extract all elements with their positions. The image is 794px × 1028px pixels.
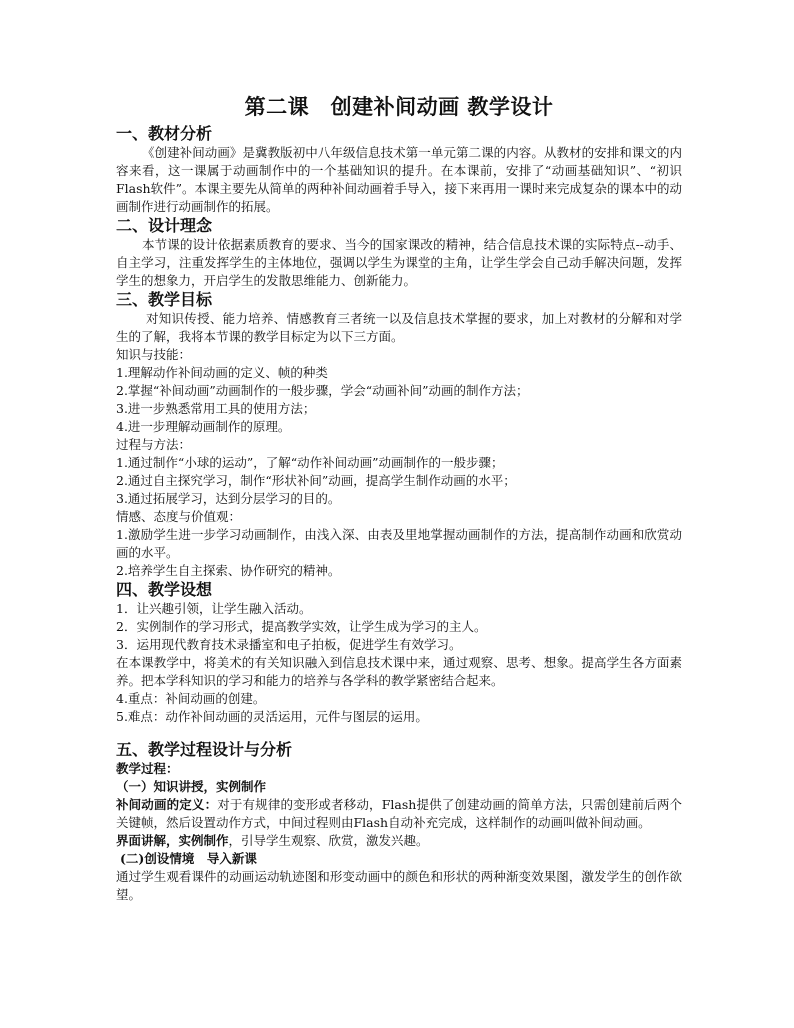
- teaching-goals-paragraph: 对知识传授、能力培养、情感教育三者统一以及信息技术掌握的要求，加上对教材的分解和对学生的了解，我将本节课的教学目标定为以下三方面。: [116, 311, 682, 344]
- section-heading-material-analysis: 一、教材分析: [116, 124, 213, 143]
- key-point: 4.重点：补间动画的创建。: [116, 691, 266, 706]
- emotion-item: 1.激励学生进一步学习动画制作，由浅入深、由表及里地掌握动画制作的方法，提高制作动画和欣赏动画的水平。: [116, 527, 682, 560]
- emotion-item: 2.培养学生自主探索、协作研究的精神。: [116, 563, 341, 578]
- document-title: 第二课 创建补间动画 教学设计: [244, 94, 554, 119]
- teaching-ideas-paragraph: 在本课教学中，将美术的有关知识融入到信息技术课中来，通过观察、思考、想象。提高学生各方面素养。把本学科知识的学习和能力的培养与各学科的教学紧密结合起来。: [116, 655, 682, 688]
- section-heading-design-concept: 二、设计理念: [116, 216, 213, 235]
- section-heading-teaching-ideas: 四、教学设想: [116, 580, 213, 599]
- knowledge-item: 3.进一步熟悉常用工具的使用方法；: [116, 401, 316, 416]
- section-heading-teaching-process: 五、教学过程设计与分析: [116, 740, 293, 759]
- knowledge-item: 1.理解动作补间动画的定义、帧的种类: [116, 365, 328, 380]
- tween-definition-text: 对于有规律的变形或者移动，Flash提供了创建动画的简单方法，只需创建前后两个关键帧，然后设置动作方式，中间过程则由Flash自动补充完成，这样制作的动画叫做补间动画。: [116, 797, 682, 830]
- part-one-heading: （一）知识讲授，实例制作: [116, 779, 267, 794]
- teaching-process-label: 教学过程：: [116, 761, 179, 776]
- method-item: 1.通过制作“小球的运动”，了解“动作补间动画”动画制作的一般步骤；: [116, 455, 504, 470]
- knowledge-skills-label: 知识与技能：: [116, 347, 192, 362]
- idea-item: 2．实例制作的学习形式，提高教学实效，让学生成为学习的主人。: [116, 619, 487, 634]
- part-two-heading: (二)创设情境 导入新课: [120, 851, 257, 866]
- process-methods-label: 过程与方法：: [116, 437, 192, 452]
- material-analysis-paragraph: 《创建补间动画》是冀教版初中八年级信息技术第一单元第二课的内容。从教材的安排和课文的内容来看，这一课属于动画制作中的一个基础知识的提升。在本课前，安排了“动画基础知识”、“初识 Flash软件”。本课主要先从简单的两种补间动画着手导入，接下来再用一课时来完成复杂的课本中的动画制作进行动画制作的拓展。: [116, 145, 682, 214]
- design-concept-paragraph: 本节课的设计依据素质教育的要求、当今的国家课改的精神，结合信息技术课的实际特点--动手、自主学习，注重发挥学生的主体地位，强调以学生为课堂的主角，让学生学会自己动手解决问题，发挥学生的想象力，开启学生的发散思维能力、创新能力。: [116, 237, 682, 288]
- method-item: 3.通过拓展学习，达到分层学习的目的。: [116, 491, 341, 506]
- knowledge-item: 4.进一步理解动画制作的原理。: [116, 419, 291, 434]
- knowledge-item: 2.掌握“补间动画”动画制作的一般步骤，学会“动画补间”动画的制作方法；: [116, 383, 529, 398]
- section-heading-teaching-goals: 三、教学目标: [116, 290, 213, 309]
- idea-item: 1．让兴趣引领，让学生融入活动。: [116, 601, 312, 616]
- interface-explanation-text: ，引导学生观察、欣赏，激发兴趣。: [228, 833, 429, 848]
- difficult-point: 5.难点：动作补间动画的灵活运用，元件与图层的运用。: [116, 709, 428, 724]
- interface-explanation-label: 界面讲解，实例制作: [116, 833, 229, 848]
- tween-definition-paragraph: [116, 796, 682, 832]
- document-page: [116, 92, 682, 904]
- idea-item: 3．运用现代教育技术录播室和电子拍板，促进学生有效学习。: [116, 637, 462, 652]
- method-item: 2.通过自主探究学习，制作“形状补间”动画，提高学生制作动画的水平；: [116, 473, 516, 488]
- interface-explanation-line: [116, 832, 682, 850]
- emotion-attitude-label: 情感、态度与价值观：: [116, 509, 242, 524]
- scenario-paragraph: 通过学生观看课件的动画运动轨迹图和形变动画中的颜色和形状的两种渐变效果图，激发学生的创作欲望。: [116, 869, 682, 902]
- tween-definition-label: 补间动画的定义：: [116, 797, 218, 812]
